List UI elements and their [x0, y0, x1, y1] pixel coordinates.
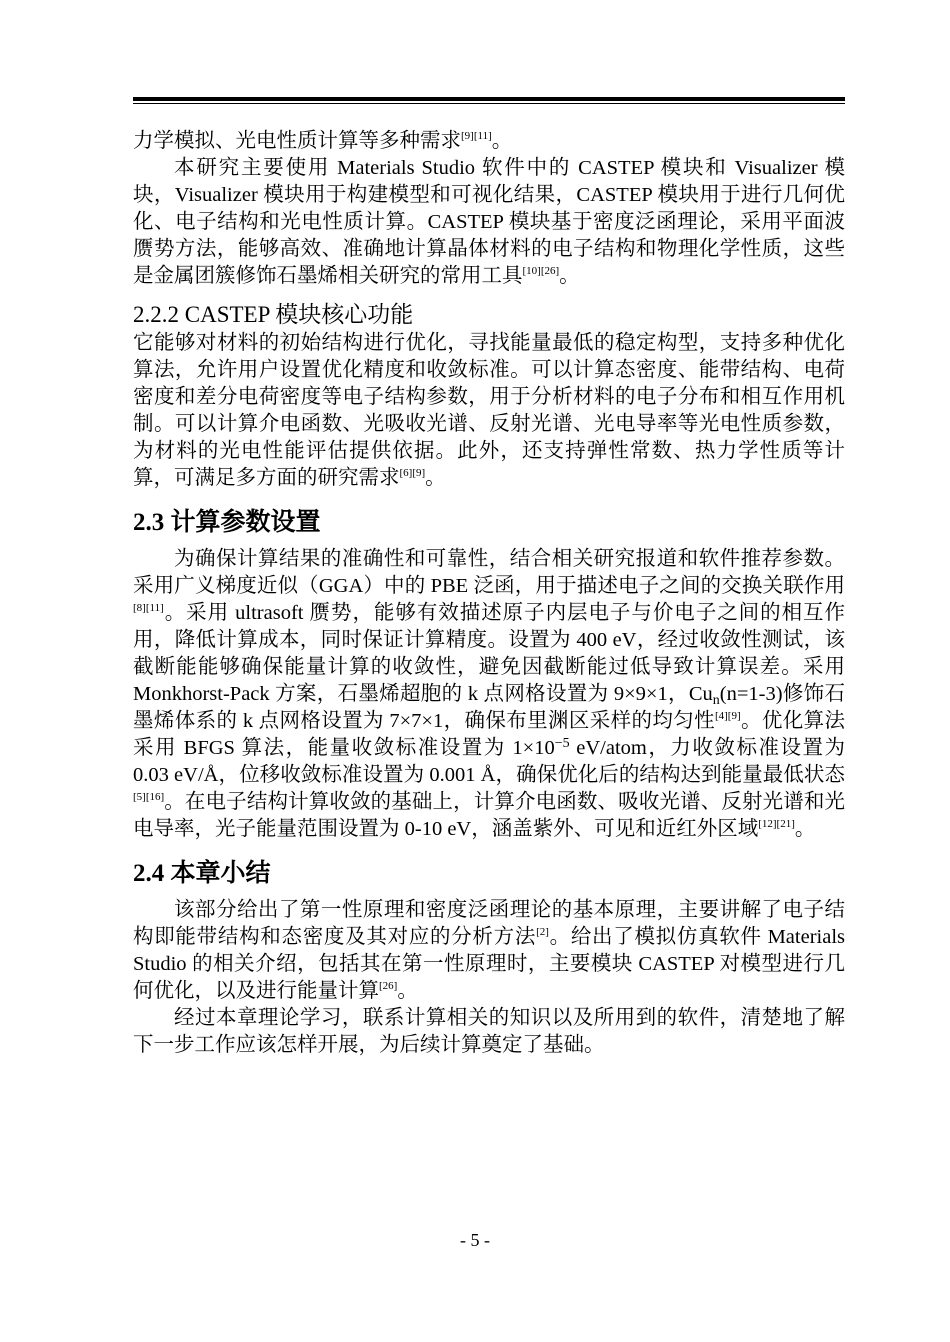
paragraph-summary-1: 该部分给出了第一性原理和密度泛函理论的基本原理，主要讲解了电子结构即能带结构和态密度及其对应的分析方法[2]。给出了模拟仿真软件 Materials Studio 的相关介绍，包括其在第一性原理时，主要模块 CASTEP 对模型进行几何优化，以及进行能量计算[26]。	[133, 899, 845, 1002]
citation: [6][9]	[399, 467, 426, 479]
citation: [8][11]	[133, 602, 164, 614]
citation: [26]	[379, 980, 398, 992]
citation: [4][9]	[714, 710, 741, 722]
page-content	[133, 128, 845, 1059]
citation: [5][16]	[133, 791, 165, 803]
paragraph-intro-continuation: 力学模拟、光电性质计算等多种需求[9][11]。	[133, 130, 513, 152]
paragraph-summary-2: 经过本章理论学习，联系计算相关的知识以及所用到的软件，清楚地了解下一步工作应该怎样开展，为后续计算奠定了基础。	[133, 1007, 845, 1056]
page-number: - 5 -	[460, 1230, 490, 1250]
subscript-n: n	[712, 693, 720, 708]
citation: [9][11]	[461, 130, 492, 142]
paragraph-software: 本研究主要使用 Materials Studio 软件中的 CASTEP 模块和 Visualizer 模块，Visualizer 模块用于构建模型和可视化结果，CASTEP 模块用于进行几何优化、电子结构和光电性质计算。CASTEP 模块基于密度泛函理论，采用平面波赝势方法，能够高效、准确地计算晶体材料的电子结构和物理化学性质，这些是金属团簇修饰石墨烯相关研究的常用工具[10][26]。	[133, 157, 845, 287]
paragraph-castep-functions: 它能够对材料的初始结构进行优化，寻找能量最低的稳定构型，支持多种优化算法，允许用户设置优化精度和收敛标准。可以计算态密度、能带结构、电荷密度和差分电荷密度等电子结构参数，用于分析材料的电子分布和相互作用机制。可以计算介电函数、光吸收光谱、反射光谱、光电导率等光电性质参数，为材料的光电性能评估提供依据。此外，还支持弹性常数、热力学性质等计算，可满足多方面的研究需求[6][9]。	[133, 332, 845, 489]
citation: [12][21]	[758, 818, 795, 830]
heading-2-3: 2.3 计算参数设置	[133, 509, 321, 536]
exponent: −5	[554, 736, 570, 751]
citation: [2]	[536, 926, 549, 938]
header-rule-thin	[133, 103, 845, 104]
heading-2-4: 2.4 本章小结	[133, 860, 271, 887]
citation: [10][26]	[522, 265, 560, 277]
paragraph-parameters: 为确保计算结果的准确性和可靠性，结合相关研究报道和软件推荐参数。采用广义梯度近似（GGA）中的 PBE 泛函，用于描述电子之间的交换关联作用[8][11]。采用 ultrasoft 赝势，能够有效描述原子内层电子与价电子之间的相互作用，降低计算成本，同时保证计算精度。设置为 400 eV，经过收敛性测试，该截断能能够确保能量计算的收敛性，避免因截断能过低导致计算误差。采用 Monkhorst-Pack 方案，石墨烯超胞的 k 点网格设置为 9×9×1，$Cu_n(n=1-3)$修饰石墨烯体系的 k 点网格设置为 7×7×1，确保布里渊区采样的均匀性[4][9]。优化算法采用 BFGS 算法，能量收敛标准设置为 $1\times 10^{-5}$ eV/atom，力收敛标准设置为 0.03 eV/Å，位移收敛标准设置为 0.001 Å，确保优化后的结构达到能量最低状态[5][16]。在电子结构计算收敛的基础上，计算介电函数、吸收光谱、反射光谱和光电导率，光子能量范围设置为 0-10 eV，涵盖紫外、可见和近红外区域[12][21]。	[133, 548, 846, 840]
heading-2-2-2: 2.2.2 CASTEP 模块核心功能	[133, 302, 414, 327]
header-rule-thick	[133, 97, 845, 101]
